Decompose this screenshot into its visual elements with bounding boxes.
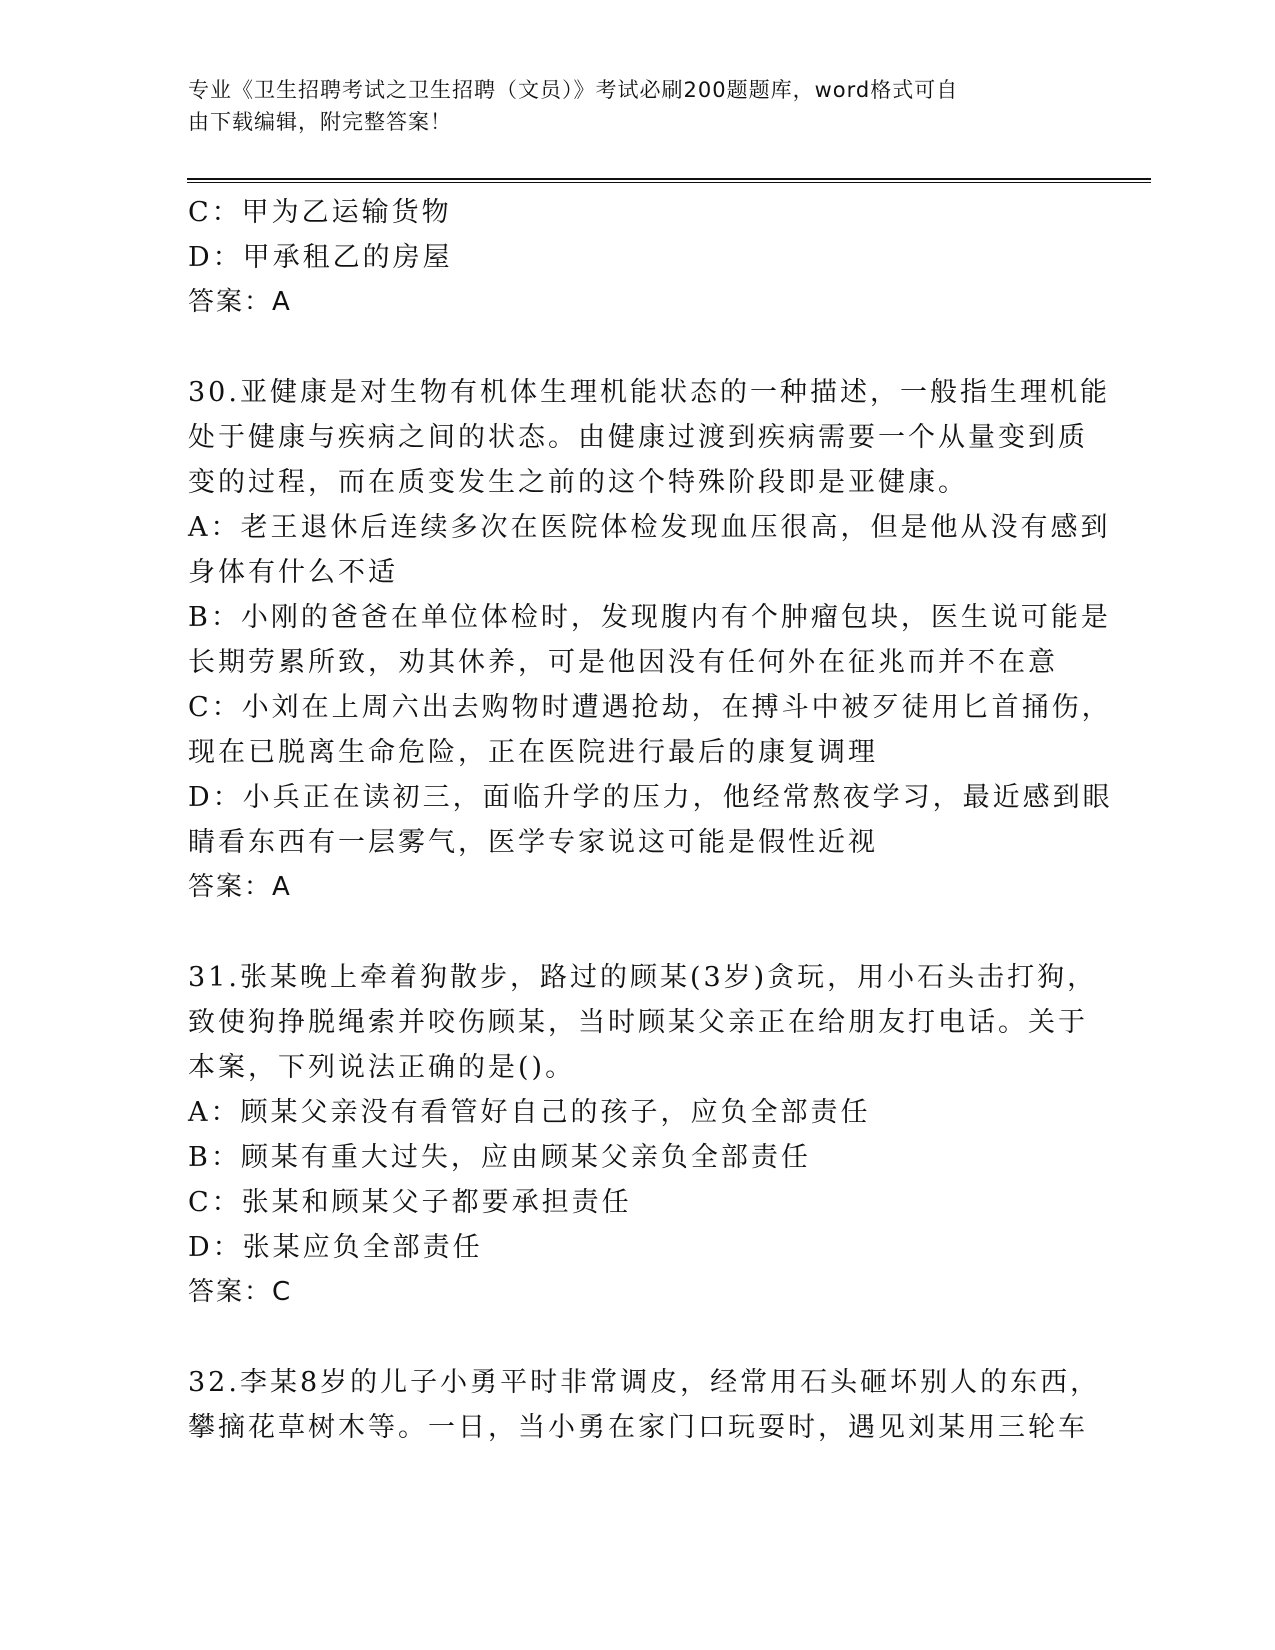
header-line-2: 由下载编辑，附完整答案！: [188, 110, 452, 134]
previous-question-tail: [188, 190, 1088, 325]
option-d-continued: 睛看东西有一层雾气，医学专家说这可能是假性近视: [188, 827, 878, 858]
question-31: [188, 955, 1098, 1315]
question-30: [188, 370, 1113, 910]
question-content: [188, 190, 1113, 1450]
option-b: B：顾某有重大过失，应由顾某父亲负全部责任: [188, 1142, 811, 1173]
answer-line: 答案：A: [188, 287, 292, 317]
header-line-1: 专业《卫生招聘考试之卫生招聘（文员）》考试必刷200题题库，word格式可自: [188, 78, 959, 102]
option-b-continued: 长期劳累所致，劝其休养，可是他因没有任何外在征兆而并不在意: [188, 647, 1058, 678]
answer-line: 答案：C: [188, 1277, 293, 1307]
spacer: [188, 1315, 1088, 1360]
option-d: D：张某应负全部责任: [188, 1232, 483, 1263]
page-header: [188, 74, 1068, 138]
question-text: 处于健康与疾病之间的状态。由健康过渡到疾病需要一个从量变到质: [188, 422, 1088, 453]
question-text: 攀摘花草树木等。一日，当小勇在家门口玩耍时，遇见刘某用三轮车: [188, 1412, 1088, 1443]
question-text: 32.李某8岁的儿子小勇平时非常调皮，经常用石头砸坏别人的东西，: [188, 1367, 1101, 1398]
option-c: C：小刘在上周六出去购物时遭遇抢劫，在搏斗中被歹徒用匕首捅伤，: [188, 692, 1112, 723]
question-text: 变的过程，而在质变发生之前的这个特殊阶段即是亚健康。: [188, 467, 968, 498]
option-d: D：小兵正在读初三，面临升学的压力，他经常熬夜学习，最近感到眼: [188, 782, 1113, 813]
option-c: C：张某和顾某父子都要承担责任: [188, 1187, 632, 1218]
option-c-continued: 现在已脱离生命危险，正在医院进行最后的康复调理: [188, 737, 878, 768]
option-a: A：老王退休后连续多次在医院体检发现血压很高，但是他从没有感到: [188, 512, 1111, 543]
header-divider: [187, 178, 1151, 180]
question-32: [188, 1360, 1101, 1450]
option-a-continued: 身体有什么不适: [188, 557, 398, 588]
option-a: A：顾某父亲没有看管好自己的孩子，应负全部责任: [188, 1097, 871, 1128]
question-text: 30.亚健康是对生物有机体生理机能状态的一种描述，一般指生理机能: [188, 377, 1110, 408]
question-text: 致使狗挣脱绳索并咬伤顾某，当时顾某父亲正在给朋友打电话。关于: [188, 1007, 1088, 1038]
option-c: C：甲为乙运输货物: [188, 197, 452, 228]
spacer: [188, 325, 1088, 370]
question-text: 31.张某晚上牵着狗散步，路过的顾某(3岁)贪玩，用小石头击打狗，: [188, 962, 1098, 993]
option-d: D：甲承租乙的房屋: [188, 242, 453, 273]
question-text: 本案，下列说法正确的是()。: [188, 1052, 576, 1083]
answer-line: 答案：A: [188, 872, 292, 902]
option-b: B：小刚的爸爸在单位体检时，发现腹内有个肿瘤包块，医生说可能是: [188, 602, 1111, 633]
spacer: [188, 910, 1088, 955]
